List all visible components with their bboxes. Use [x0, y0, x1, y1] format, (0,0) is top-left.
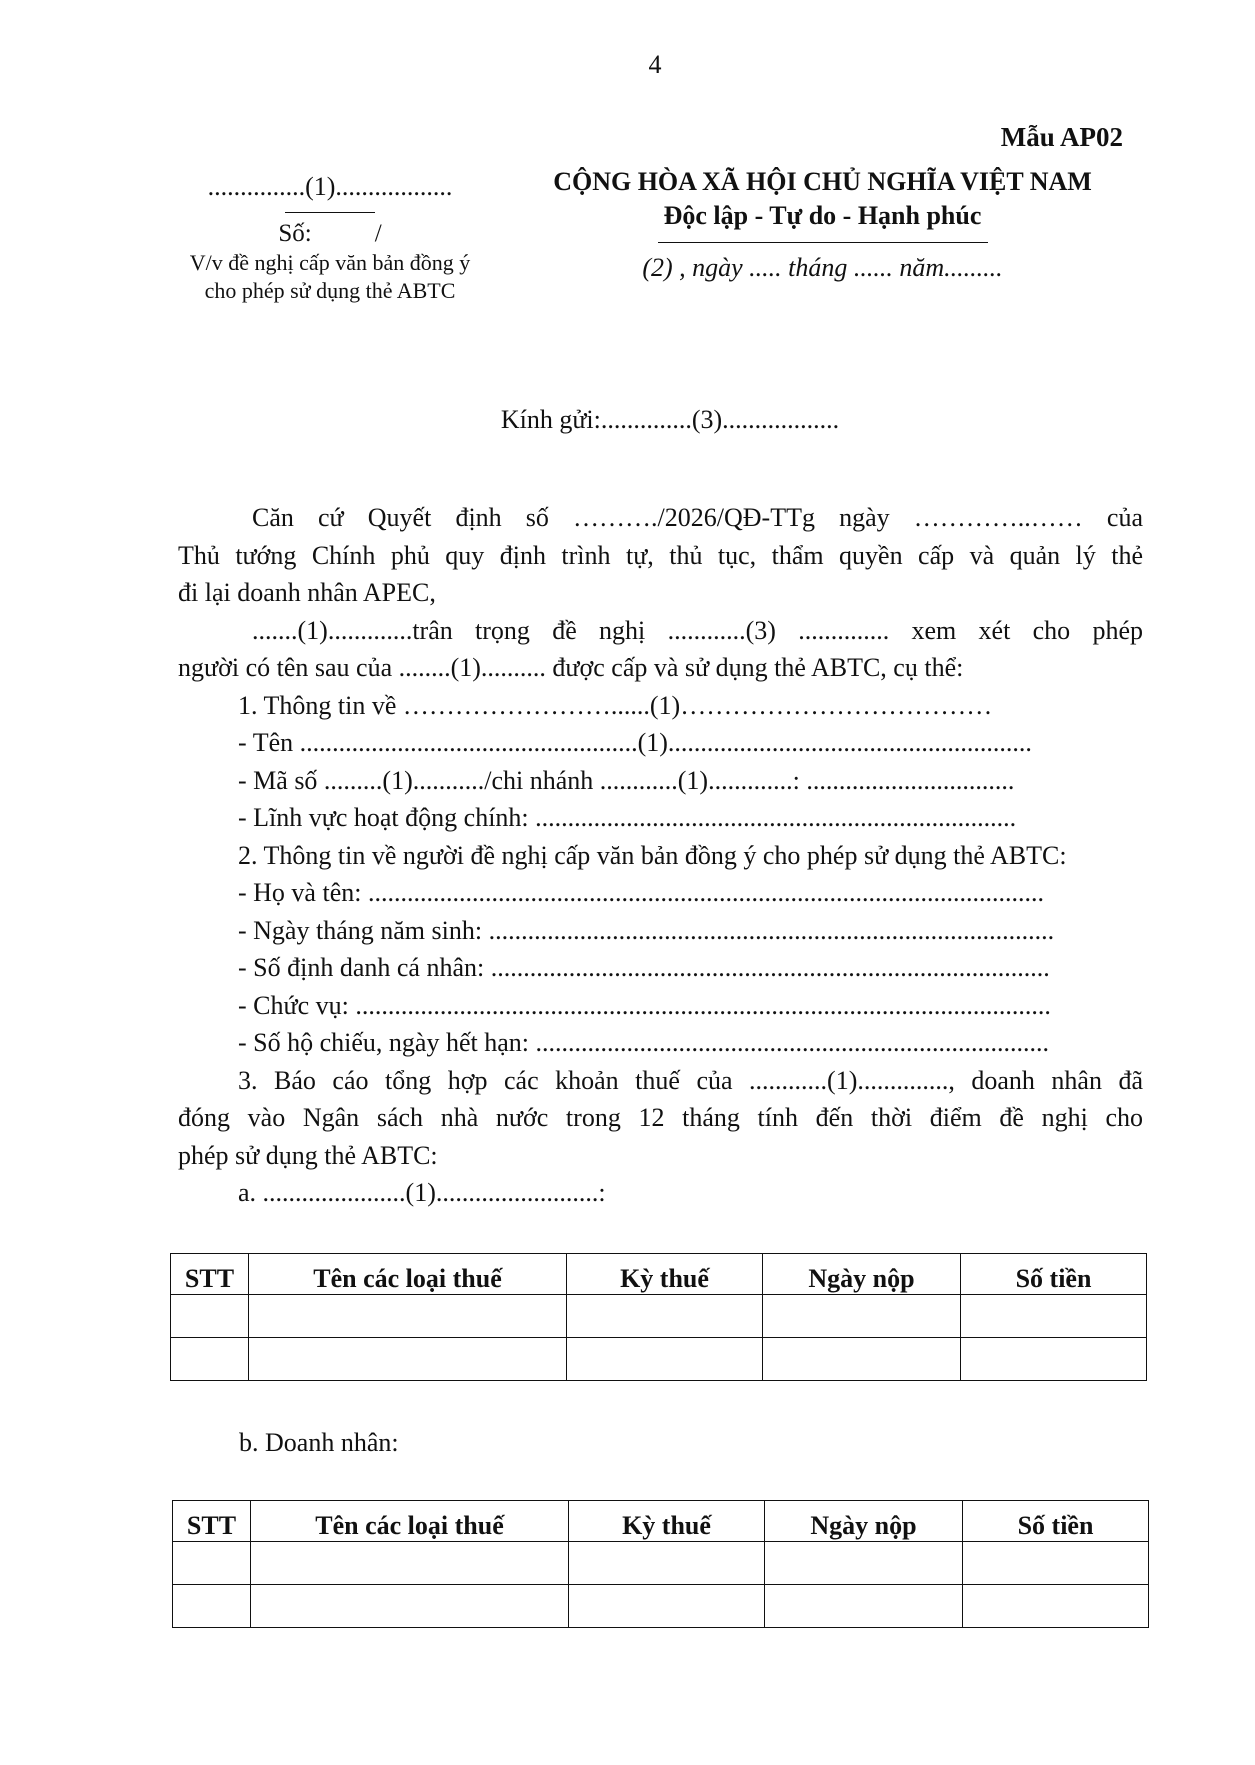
- paragraph-line: Thủ tướng Chính phủ quy định trình tự, thủ tục, thẩm quyền cấp và quản lý thẻ: [178, 540, 1143, 570]
- nation-title: CỘNG HÒA XÃ HỘI CHỦ NGHĨA VIỆT NAM: [553, 167, 1092, 196]
- column-header: Số tiền: [963, 1501, 1149, 1542]
- place-date: (2) , ngày ..... tháng ...... năm.........: [642, 253, 1003, 282]
- field-personal-id: - Số định danh cá nhân: ......................................................................................: [238, 953, 1050, 982]
- field-name: - Tên ....................................................(1)........................................................: [238, 728, 1032, 757]
- document-body: [178, 499, 1143, 1212]
- table-cell[interactable]: [765, 1585, 963, 1628]
- table-cell[interactable]: [173, 1542, 251, 1585]
- table-cell[interactable]: [961, 1338, 1147, 1381]
- field-position: - Chức vụ: ...........................................................................................................: [238, 990, 1051, 1020]
- table-cell[interactable]: [567, 1338, 763, 1381]
- document-number: [150, 219, 510, 249]
- field-passport: - Số hộ chiếu, ngày hết hạn: ...............................................................................: [238, 1028, 1049, 1057]
- national-header: [545, 165, 1100, 285]
- table-cell[interactable]: [963, 1585, 1149, 1628]
- table-cell[interactable]: [569, 1585, 765, 1628]
- document-number-slash: /: [374, 220, 382, 247]
- table-cell[interactable]: [569, 1542, 765, 1585]
- table-cell[interactable]: [251, 1585, 569, 1628]
- section-3-line: 3. Báo cáo tổng hợp các khoản thuế của ............(1).............., doanh nhân đã: [238, 1065, 1143, 1095]
- paragraph-line: đi lại doanh nhân APEC,: [178, 578, 436, 607]
- tax-table-businessperson: [172, 1500, 1149, 1628]
- table-cell[interactable]: [251, 1542, 569, 1585]
- column-header: STT: [173, 1501, 251, 1542]
- table-row: [173, 1542, 1149, 1585]
- subject-line-1: V/v đề nghị cấp văn bản đồng ý: [189, 250, 471, 275]
- divider: [285, 212, 375, 213]
- section-1-title: 1. Thông tin về ……………………......(1)………………………………: [238, 690, 993, 720]
- subsection-a: a. ......................(1).........................:: [238, 1178, 606, 1207]
- recipient: Kính gửi:..............(3)..................: [500, 405, 840, 434]
- field-main-activity: - Lĩnh vực hoạt động chính: ..........................................................................: [238, 803, 1017, 832]
- table-cell[interactable]: [249, 1338, 567, 1381]
- table-cell[interactable]: [765, 1542, 963, 1585]
- tax-table-company: [170, 1253, 1147, 1381]
- sender-block: [150, 170, 510, 305]
- table-cell[interactable]: [249, 1295, 567, 1338]
- column-header: Kỳ thuế: [567, 1254, 763, 1295]
- column-header: Ngày nộp: [765, 1501, 963, 1542]
- motto: Độc lập - Tự do - Hạnh phúc: [663, 201, 982, 230]
- table-cell[interactable]: [173, 1585, 251, 1628]
- table-header-row: [173, 1501, 1149, 1542]
- table-cell[interactable]: [961, 1295, 1147, 1338]
- field-date-of-birth: - Ngày tháng năm sinh: .......................................................................................: [238, 915, 1055, 945]
- field-full-name: - Họ và tên: ........................................................................................................: [238, 878, 1044, 907]
- divider: [658, 242, 988, 243]
- table-cell[interactable]: [171, 1295, 249, 1338]
- form-code: Mẫu AP02: [1000, 122, 1123, 152]
- table-cell[interactable]: [171, 1338, 249, 1381]
- table-cell[interactable]: [567, 1295, 763, 1338]
- paragraph-line: .......(1).............trân trọng đề nghị ............(3) .............. xem xét cho phép: [252, 615, 1143, 645]
- table-cell[interactable]: [763, 1295, 961, 1338]
- page-number: 4: [648, 50, 662, 79]
- section-3-line: phép sử dụng thẻ ABTC:: [178, 1140, 438, 1170]
- subject-line-2: cho phép sử dụng thẻ ABTC: [204, 278, 456, 303]
- table-row: [171, 1295, 1147, 1338]
- table-header-row: [171, 1254, 1147, 1295]
- subsection-b: b. Doanh nhân:: [239, 1428, 399, 1457]
- organization-line: ...............(1)..................: [207, 172, 453, 201]
- field-code: - Mã số .........(1).........../chi nhánh ............(1).............: ................................: [238, 765, 1015, 795]
- column-header: STT: [171, 1254, 249, 1295]
- section-2-title: 2. Thông tin về người đề nghị cấp văn bản đồng ý cho phép sử dụng thẻ ABTC:: [238, 840, 1067, 870]
- table-cell[interactable]: [763, 1338, 961, 1381]
- column-header: Kỳ thuế: [569, 1501, 765, 1542]
- section-3-line: đóng vào Ngân sách nhà nước trong 12 tháng tính đến thời điểm đề nghị cho: [178, 1103, 1143, 1132]
- table-cell[interactable]: [963, 1542, 1149, 1585]
- paragraph-line: người có tên sau của ........(1).......... được cấp và sử dụng thẻ ABTC, cụ thể:: [178, 653, 964, 682]
- document-number-label: Số:: [278, 220, 312, 247]
- paragraph-line: Căn cứ Quyết định số ………./2026/QĐ-TTg ngày …………..…… của: [252, 503, 1143, 532]
- column-header: Tên các loại thuế: [251, 1501, 569, 1542]
- table-row: [171, 1338, 1147, 1381]
- column-header: Tên các loại thuế: [249, 1254, 567, 1295]
- column-header: Số tiền: [961, 1254, 1147, 1295]
- table-row: [173, 1585, 1149, 1628]
- column-header: Ngày nộp: [763, 1254, 961, 1295]
